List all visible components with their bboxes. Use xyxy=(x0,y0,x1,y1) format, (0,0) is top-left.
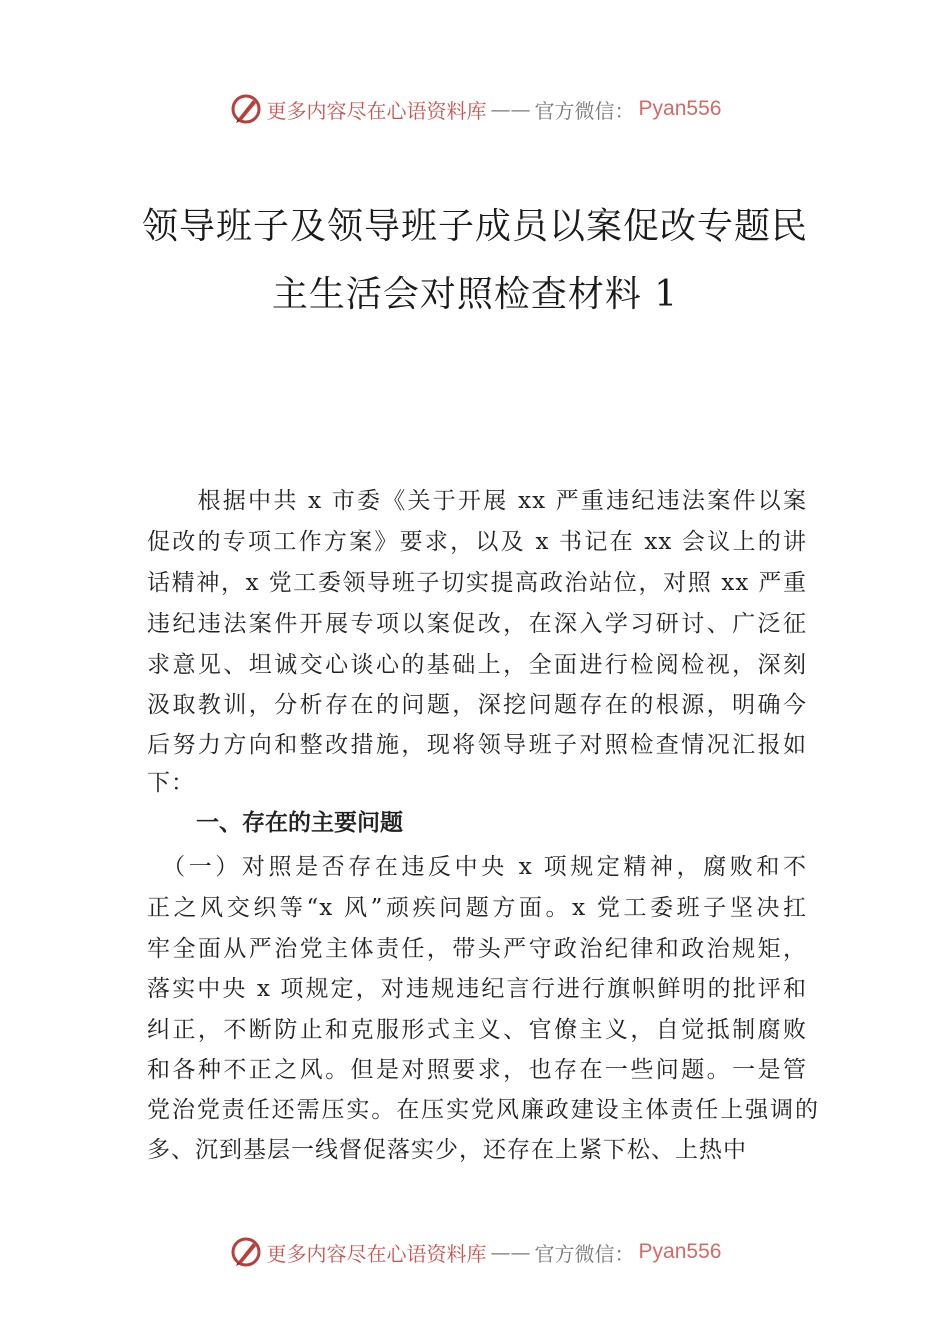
text-line: 落实中央 x 项规定，对违规违纪言行进行旗帜鲜明的批评和 xyxy=(147,976,807,1002)
text-line: 牢全面从严治党主体责任，带头严守政治纪律和政治规矩， xyxy=(147,936,807,962)
document-title-line2: 主生活会对照检查材料 1 xyxy=(271,274,679,315)
text-line: 党治党责任还需压实。在压实党风廉政建设主体责任上强调的 xyxy=(147,1097,819,1123)
text-line: 促改的专项工作方案》要求，以及 x 书记在 xx 会议上的讲 xyxy=(147,529,807,555)
watermark-wechat-id: Pyan556 xyxy=(638,1240,722,1263)
watermark-site: 更多内容尽在心语资料库 xyxy=(266,98,487,123)
text-line: 正之风交织等“x 风”顽疾问题方面。x 党工委班子坚决扛 xyxy=(147,895,807,921)
text-line: （一）对照是否存在违反中央 x 项规定精神，腐败和不 xyxy=(147,854,807,880)
text-line: 和各种不正之风。但是对照要求，也存在一些问题。一是管 xyxy=(147,1057,807,1083)
text-line: 后努力方向和整改措施，现将领导班子对照检查情况汇报如 xyxy=(147,732,807,758)
pen-logo-icon xyxy=(229,92,263,126)
pen-logo-icon xyxy=(229,1235,263,1269)
text-line: 汲取教训，分析存在的问题，深挖问题存在的根源，明确今 xyxy=(147,692,807,718)
footer-watermark xyxy=(0,1232,950,1272)
watermark-dash: —— xyxy=(490,1240,531,1264)
section-heading: 一、存在的主要问题 xyxy=(196,810,403,836)
text-line: 话精神，x 党工委领导班子切实提高政治站位，对照 xx 严重 xyxy=(147,570,807,596)
text-line: 下： xyxy=(147,770,195,796)
watermark-wechat-label: 官方微信： xyxy=(534,98,635,123)
text-line: 多、沉到基层一线督促落实少，还存在上紧下松、上热中 xyxy=(147,1137,747,1163)
document-title-line1: 领导班子及领导班子成员以案促改专题民 xyxy=(141,206,808,247)
text-line: 根据中共 x 市委《关于开展 xx 严重违纪违法案件以案 xyxy=(147,488,807,514)
header-watermark xyxy=(0,89,950,129)
watermark-wechat-id: Pyan556 xyxy=(638,97,722,120)
watermark-dash: —— xyxy=(490,97,531,121)
watermark-site: 更多内容尽在心语资料库 xyxy=(266,1241,487,1266)
text-line: 违纪违法案件开展专项以案促改，在深入学习研讨、广泛征 xyxy=(147,611,807,637)
text-line: 纠正，不断防止和克服形式主义、官僚主义，自觉抵制腐败 xyxy=(147,1017,807,1043)
text-line: 求意见、坦诚交心谈心的基础上，全面进行检阅检视，深刻 xyxy=(147,652,807,678)
watermark-wechat-label: 官方微信： xyxy=(534,1241,635,1266)
